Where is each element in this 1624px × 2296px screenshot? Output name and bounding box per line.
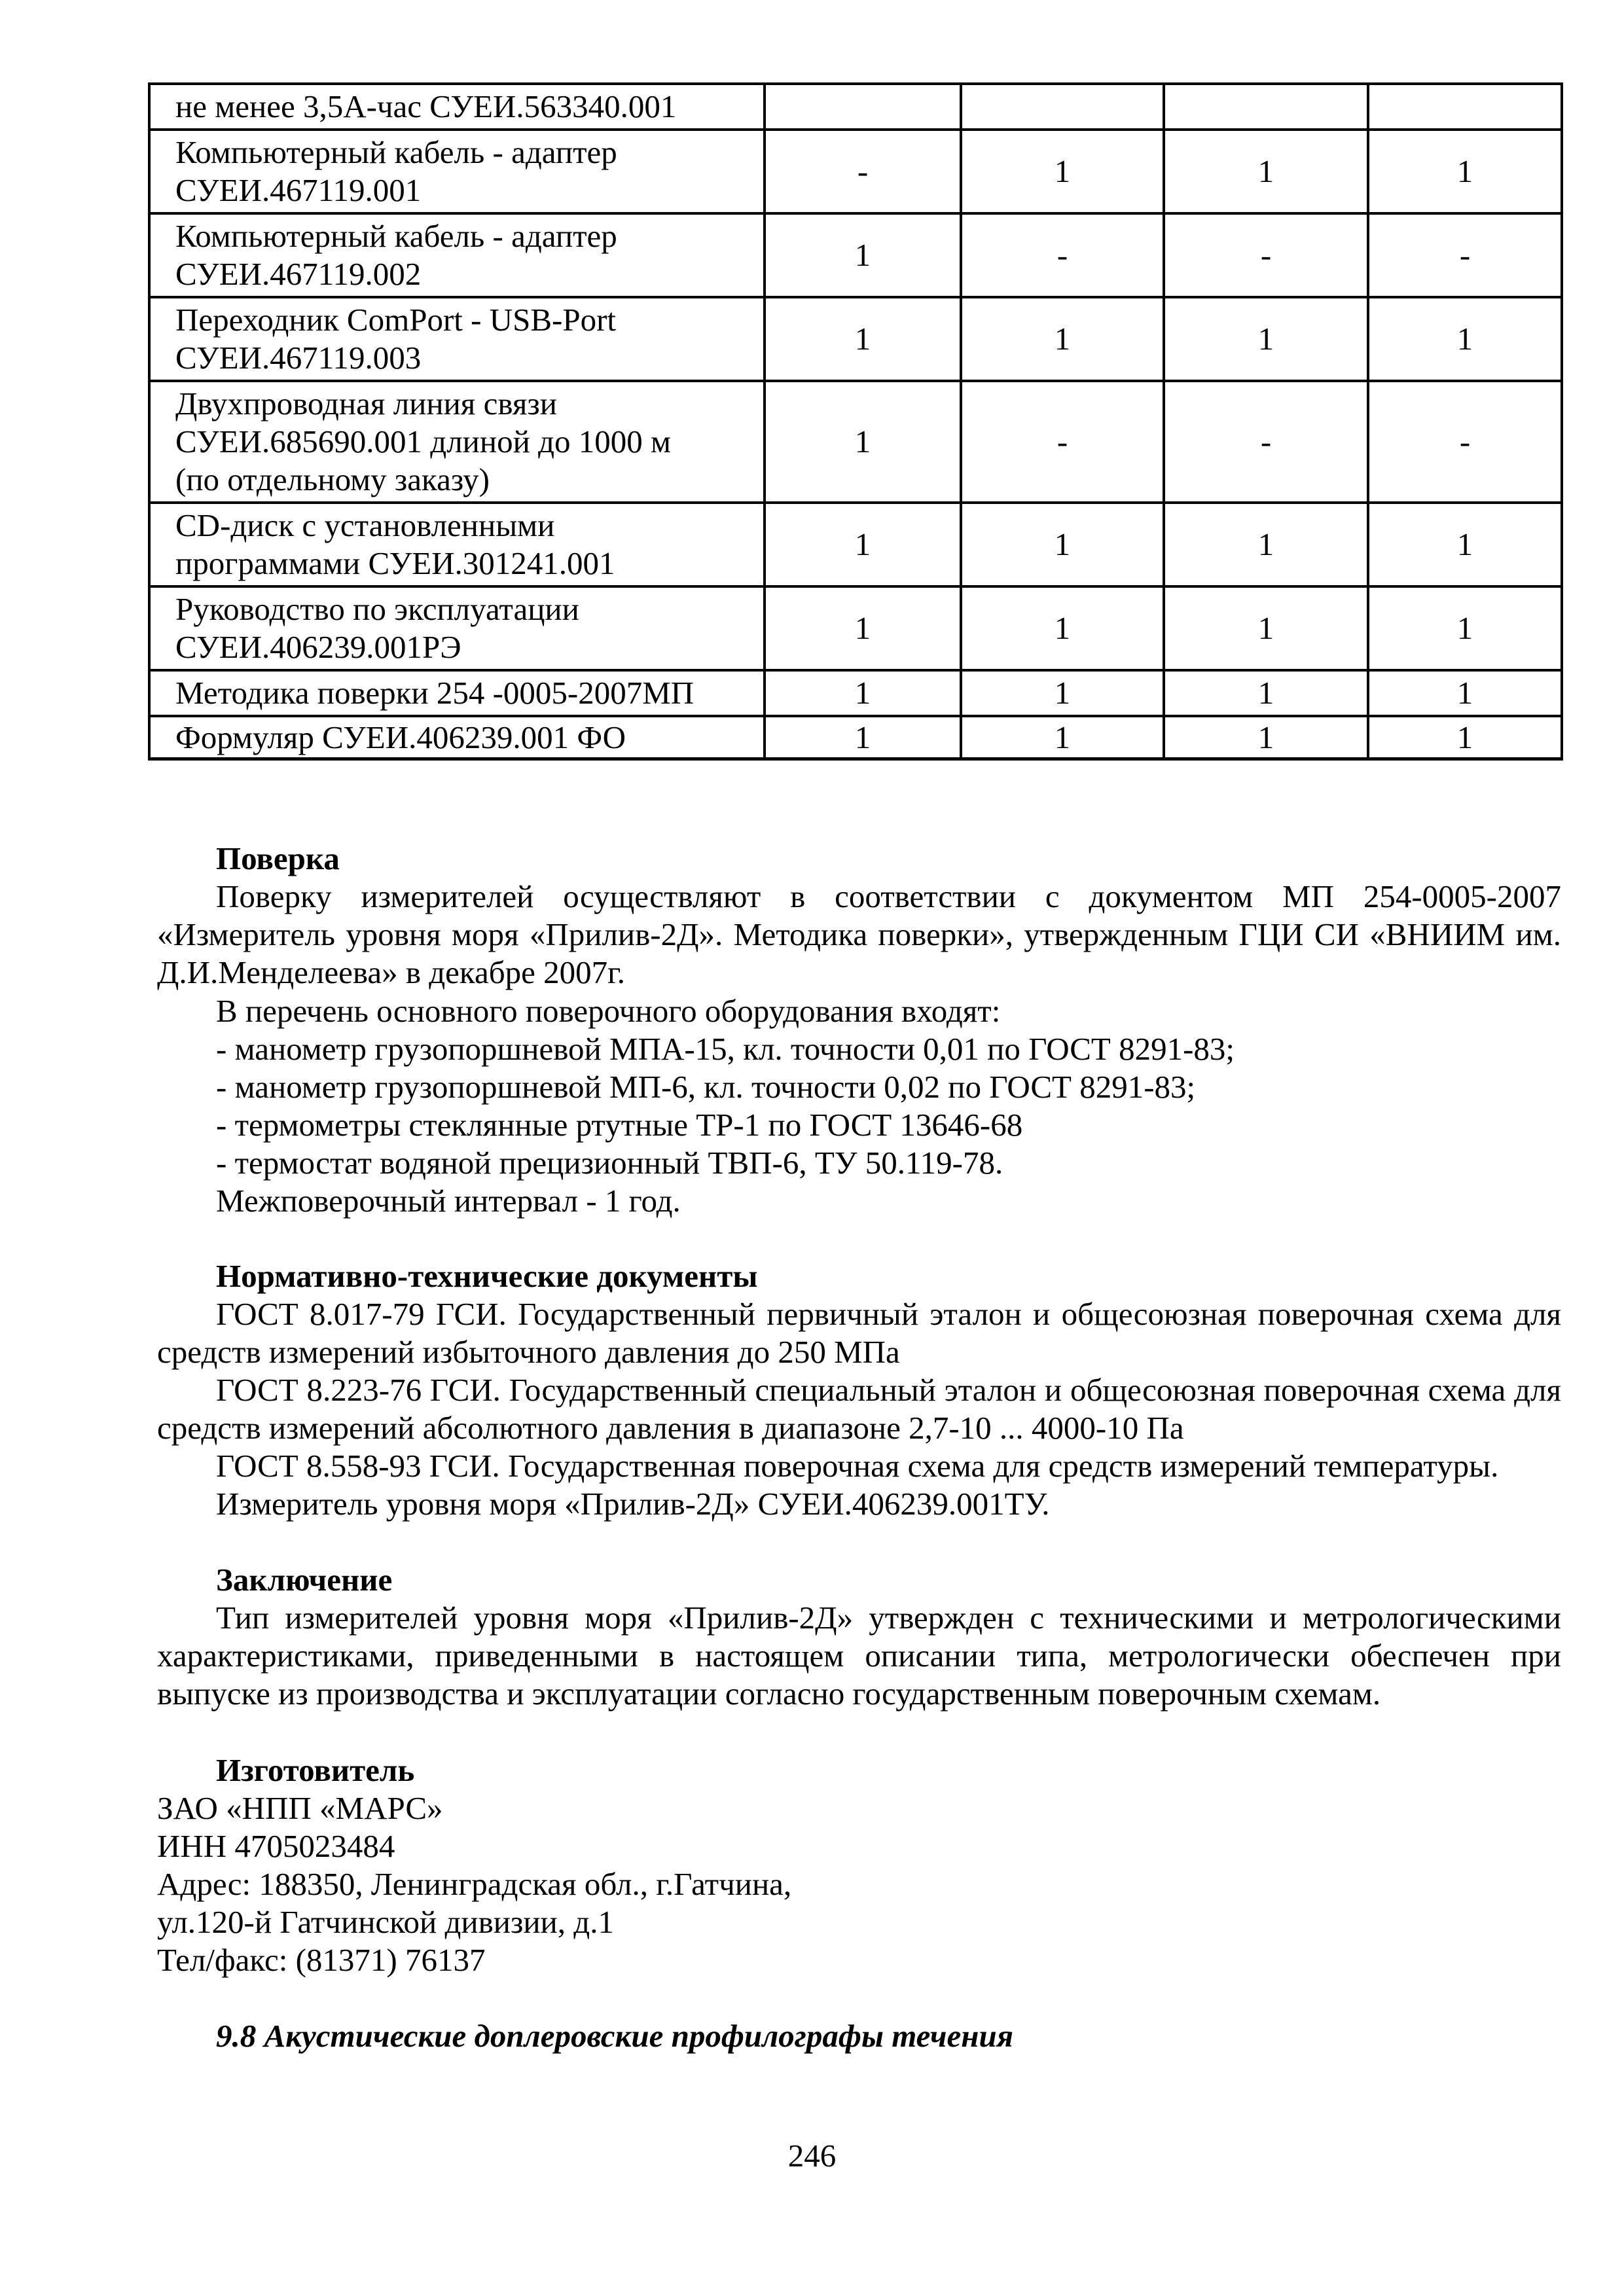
quantity-cell: 1: [1163, 501, 1367, 585]
item-name-line: СУЕИ.467119.001: [175, 172, 422, 208]
normative-doc-2: ГОСТ 8.223-76 ГСИ. Государственный специальный эталон и общесоюзная поверочная схема для средств измерений абсолютного давления в диапазоне 2,7-10 ... 4000-10 Па: [157, 1372, 1561, 1446]
quantity-cell: 1: [1367, 501, 1563, 585]
quantity-cell: 1: [960, 715, 1163, 761]
item-name-line: Компьютерный кабель - адаптер: [175, 218, 617, 254]
quantity-cell: 1: [1367, 669, 1563, 715]
conclusion-heading: Заключение: [216, 1562, 393, 1598]
table-row: [148, 82, 1563, 128]
quantity-cell: 1: [763, 715, 960, 761]
verification-heading: Поверка: [216, 840, 340, 876]
manufacturer-name: ЗАО «НПП «МАРС»: [157, 1790, 443, 1826]
item-name-line: Переходник ComPort - USB-Port: [175, 302, 617, 338]
manufacturer-address: Адрес: 188350, Ленинградская обл., г.Гатчина,: [157, 1866, 792, 1902]
item-name-line: программами СУЕИ.301241.001: [175, 545, 615, 581]
quantity-cell: 1: [960, 128, 1163, 212]
quantity-cell: -: [1163, 380, 1367, 501]
equipment-item: - манометр грузопоршневой МПА-15, кл. точности 0,01 по ГОСТ 8291-83;: [216, 1031, 1235, 1067]
quantity-cell: 1: [763, 585, 960, 669]
item-name-cell: [148, 380, 763, 501]
quantity-cell: 1: [1367, 585, 1563, 669]
item-name-line: Двухпроводная линия связи: [175, 386, 557, 422]
quantity-cell: 1: [960, 585, 1163, 669]
quantity-cell: 1: [960, 296, 1163, 380]
table-row: [148, 296, 1563, 380]
item-name-cell: [148, 128, 763, 212]
item-name-line: (по отдельному заказу): [175, 461, 490, 497]
quantity-cell: 1: [763, 296, 960, 380]
quantity-cell: [1367, 82, 1563, 128]
table-row: [148, 585, 1563, 669]
manufacturer-inn: ИНН 4705023484: [157, 1828, 395, 1864]
quantity-cell: 1: [1367, 296, 1563, 380]
table-row: [148, 128, 1563, 212]
item-name-cell: [148, 669, 763, 715]
quantity-cell: -: [960, 380, 1163, 501]
item-name-line: CD-диск с установленными: [175, 507, 555, 543]
equipment-table: [148, 82, 1563, 761]
item-name-cell: [148, 715, 763, 761]
item-name-line: не менее 3,5А-час СУЕИ.563340.001: [175, 88, 677, 124]
quantity-cell: 1: [1163, 715, 1367, 761]
quantity-cell: -: [960, 212, 1163, 296]
quantity-cell: [763, 82, 960, 128]
equipment-intro: В перечень основного поверочного оборудования входят:: [216, 993, 1001, 1029]
verification-paragraph: Поверку измерителей осуществляют в соответствии с документом МП 254-0005-2007 «Измеритель уровня моря «Прилив-2Д». Методика поверки», утвержденным ГЦИ СИ «ВНИИМ им. Д.И.Менделеева» в декабре 2007г.: [157, 878, 1561, 990]
item-name-line: СУЕИ.467119.002: [175, 256, 422, 292]
item-name-cell: [148, 82, 763, 128]
verification-interval: Межповерочный интервал - 1 год.: [216, 1183, 681, 1219]
manufacturer-phone: Тел/факс: (81371) 76137: [157, 1942, 486, 1978]
quantity-cell: 1: [960, 501, 1163, 585]
item-name-cell: [148, 212, 763, 296]
item-name-cell: [148, 296, 763, 380]
item-name-line: СУЕИ.406239.001РЭ: [175, 629, 461, 665]
quantity-cell: 1: [1163, 128, 1367, 212]
equipment-item: - манометр грузопоршневой МП-6, кл. точности 0,02 по ГОСТ 8291-83;: [216, 1069, 1196, 1105]
quantity-cell: -: [1367, 380, 1563, 501]
quantity-cell: 1: [763, 212, 960, 296]
item-name-line: Методика поверки 254 -0005-2007МП: [175, 675, 695, 711]
manufacturer-address-street: ул.120-й Гатчинской дивизии, д.1: [157, 1904, 614, 1940]
quantity-cell: [960, 82, 1163, 128]
item-name-line: СУЕИ.685690.001 длиной до 1000 м: [175, 423, 672, 459]
table-row: [148, 669, 1563, 715]
quantity-cell: 1: [763, 669, 960, 715]
quantity-cell: 1: [763, 380, 960, 501]
next-section-title: 9.8 Акустические доплеровские профилографы течения: [216, 2018, 1013, 2054]
table-row: [148, 212, 1563, 296]
table-row: [148, 715, 1563, 761]
equipment-item: - термостат водяной прецизионный ТВП-6, ТУ 50.119-78.: [216, 1145, 1003, 1181]
item-name-cell: [148, 501, 763, 585]
quantity-cell: -: [1367, 212, 1563, 296]
quantity-cell: [1163, 82, 1367, 128]
quantity-cell: -: [763, 128, 960, 212]
equipment-item: - термометры стеклянные ртутные ТР-1 по ГОСТ 13646-68: [216, 1107, 1023, 1143]
item-name-line: СУЕИ.467119.003: [175, 340, 422, 376]
normative-heading: Нормативно-технические документы: [216, 1258, 758, 1294]
quantity-cell: 1: [763, 501, 960, 585]
manufacturer-heading: Изготовитель: [216, 1752, 415, 1788]
conclusion-text: Тип измерителей уровня моря «Прилив-2Д» утвержден с техническими и метрологическими характеристиками, приведенными в настоящем описании типа, метрологически обеспечен при выпуске из производства и эксплуатации согласно государственным поверочным схемам.: [157, 1600, 1561, 1712]
quantity-cell: 1: [1367, 128, 1563, 212]
quantity-cell: 1: [1163, 669, 1367, 715]
item-name-line: Руководство по эксплуатации: [175, 591, 579, 627]
quantity-cell: -: [1163, 212, 1367, 296]
normative-doc-4: Измеритель уровня моря «Прилив-2Д» СУЕИ.406239.001ТУ.: [216, 1486, 1050, 1522]
quantity-cell: 1: [960, 669, 1163, 715]
page-number: 246: [787, 2138, 837, 2174]
item-name-line: Формуляр СУЕИ.406239.001 ФО: [175, 719, 626, 755]
normative-doc-1: ГОСТ 8.017-79 ГСИ. Государственный первичный эталон и общесоюзная поверочная схема для средств измерений избыточного давления до 250 МПа: [157, 1296, 1561, 1370]
table-row: [148, 501, 1563, 585]
quantity-cell: 1: [1163, 585, 1367, 669]
item-name-line: Компьютерный кабель - адаптер: [175, 134, 617, 170]
normative-doc-3: ГОСТ 8.558-93 ГСИ. Государственная поверочная схема для средств измерений температуры.: [216, 1448, 1499, 1484]
quantity-cell: 1: [1163, 296, 1367, 380]
item-name-cell: [148, 585, 763, 669]
table-row: [148, 380, 1563, 501]
quantity-cell: 1: [1367, 715, 1563, 761]
